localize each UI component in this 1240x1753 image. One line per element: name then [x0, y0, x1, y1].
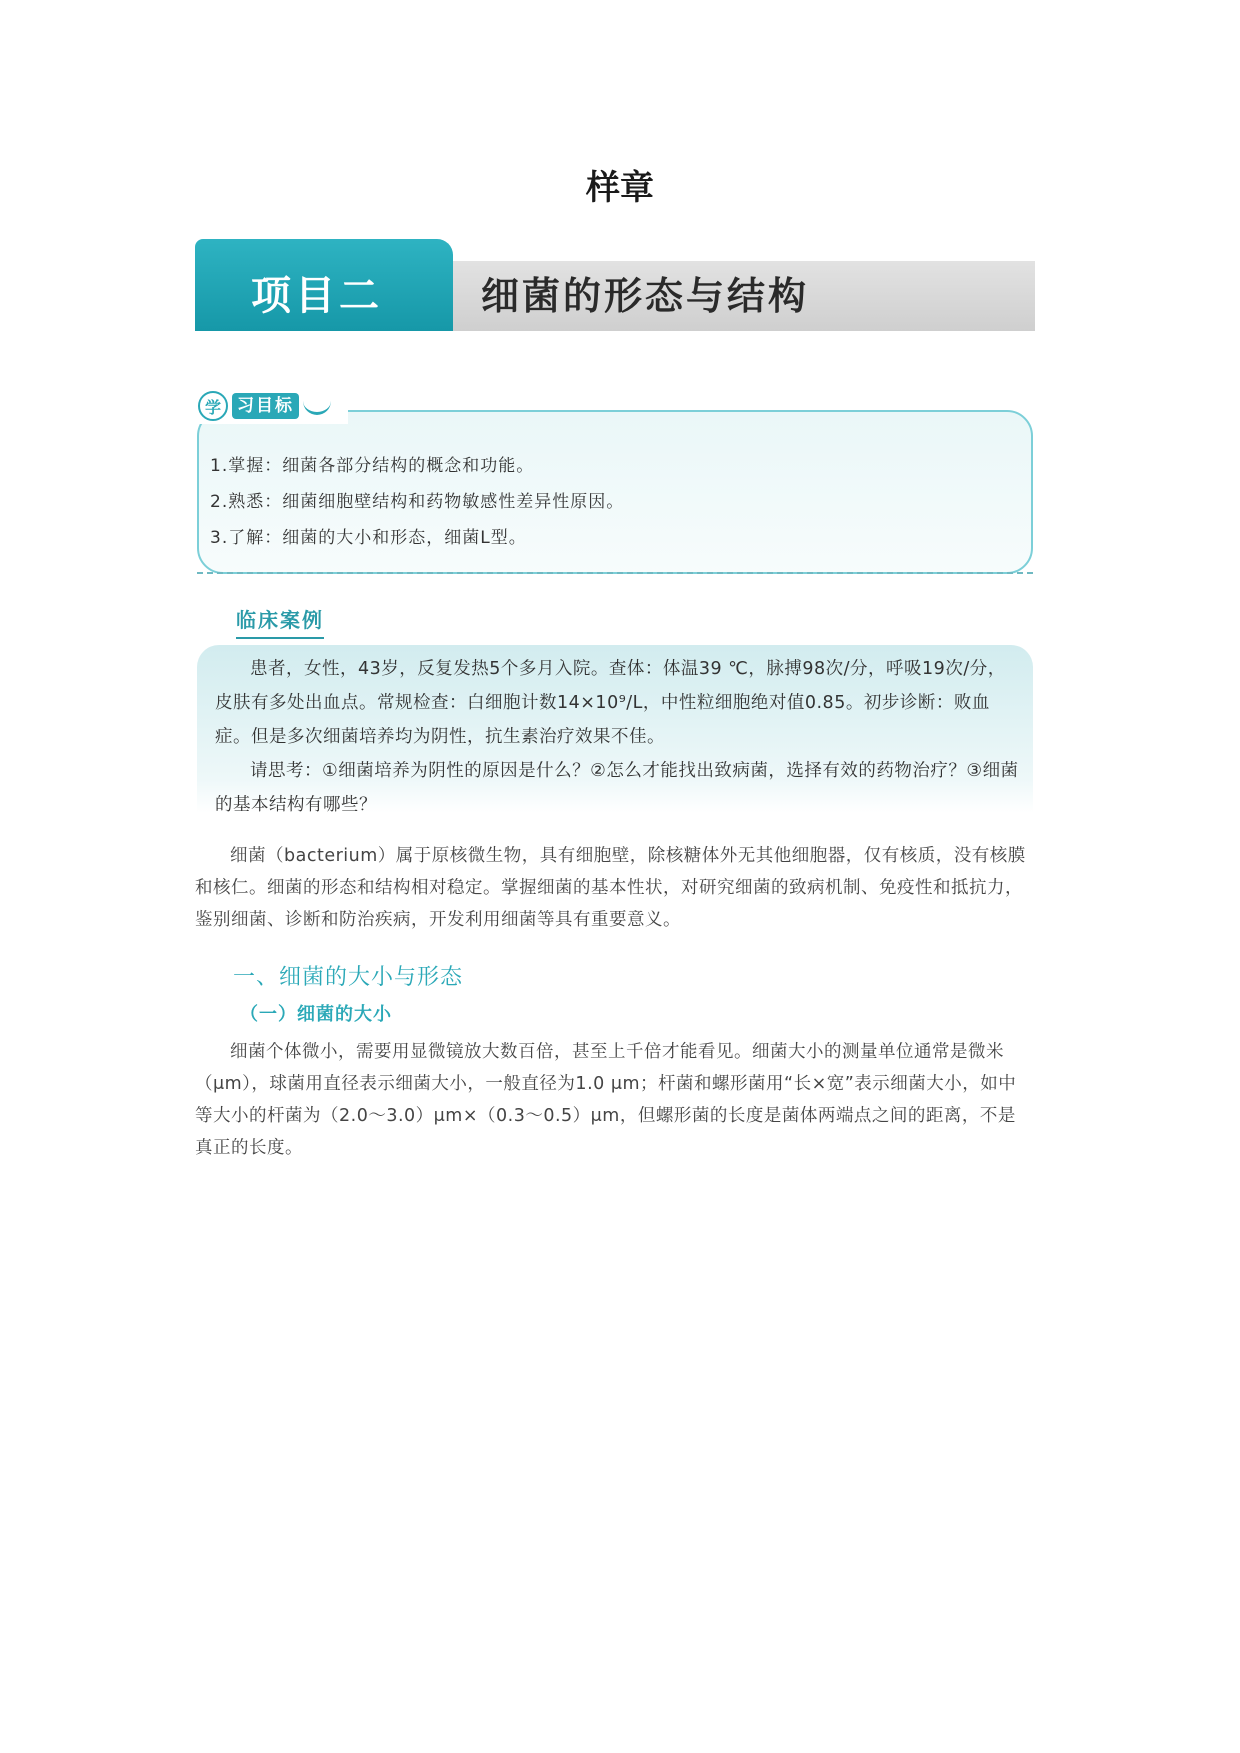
chapter-title: 细菌的形态与结构 [481, 274, 810, 318]
size-paragraph: 细菌个体微小，需要用显微镜放大数百倍，甚至上千倍才能看见。细菌大小的测量单位通常是微米（μm），球菌用直径表示细菌大小，一般直径为1.0 μm；杆菌和螺形菌用“长×宽”表示细菌大小，如中等大小的杆菌为（2.0～3.0）μm×（0.3～0.5）μm，但螺形菌的长度是菌体两端点之间的距离，不是真正的长度。 [195, 1042, 1017, 1158]
objectives-list [210, 448, 1010, 556]
swirl-icon [303, 398, 331, 415]
clinical-case-label: 临床案例 [236, 604, 324, 639]
intro-text [195, 840, 1033, 936]
objective-item: 2.熟悉：细菌细胞壁结构和药物敏感性差异性原因。 [210, 492, 625, 512]
objectives-dashed-border [197, 572, 1033, 574]
objective-item: 3.了解：细菌的大小和形态，细菌L型。 [210, 528, 527, 548]
clinical-case-question: 请思考：①细菌培养为阴性的原因是什么？②怎么才能找出致病菌，选择有效的药物治疗？③细菌的基本结构有哪些？ [215, 761, 1019, 815]
objectives-badge-circle: 学 [198, 391, 228, 421]
subsection-heading: （一）细菌的大小 [240, 1004, 392, 1025]
project-header [195, 239, 1035, 331]
objectives-badge-label: 习目标 [232, 393, 299, 419]
size-text [195, 1036, 1033, 1164]
objective-item: 1.掌握：细菌各部分结构的概念和功能。 [210, 456, 535, 476]
objectives-badge [198, 388, 348, 424]
clinical-case-paragraph: 患者，女性，43岁，反复发热5个多月入院。查体：体温39 ℃，脉搏98次/分，呼吸19次/分，皮肤有多处出血点。常规检查：白细胞计数14×10⁹/L，中性粒细胞绝对值0.85。初步诊断：败血症。但是多次细菌培养均为阴性，抗生素治疗效果不佳。 [215, 659, 1006, 747]
clinical-case-text [215, 652, 1020, 822]
intro-paragraph: 细菌（bacterium）属于原核微生物，具有细胞壁，除核糖体外无其他细胞器，仅有核质，没有核膜和核仁。细菌的形态和结构相对稳定。掌握细菌的基本性状，对研究细菌的致病机制、免疫性和抵抗力，鉴别细菌、诊断和防治疾病，开发利用细菌等具有重要意义。 [195, 846, 1026, 930]
section-heading: 一、细菌的大小与形态 [233, 965, 464, 990]
project-label: 项目二 [251, 273, 383, 319]
page-title: 样章 [586, 168, 654, 208]
